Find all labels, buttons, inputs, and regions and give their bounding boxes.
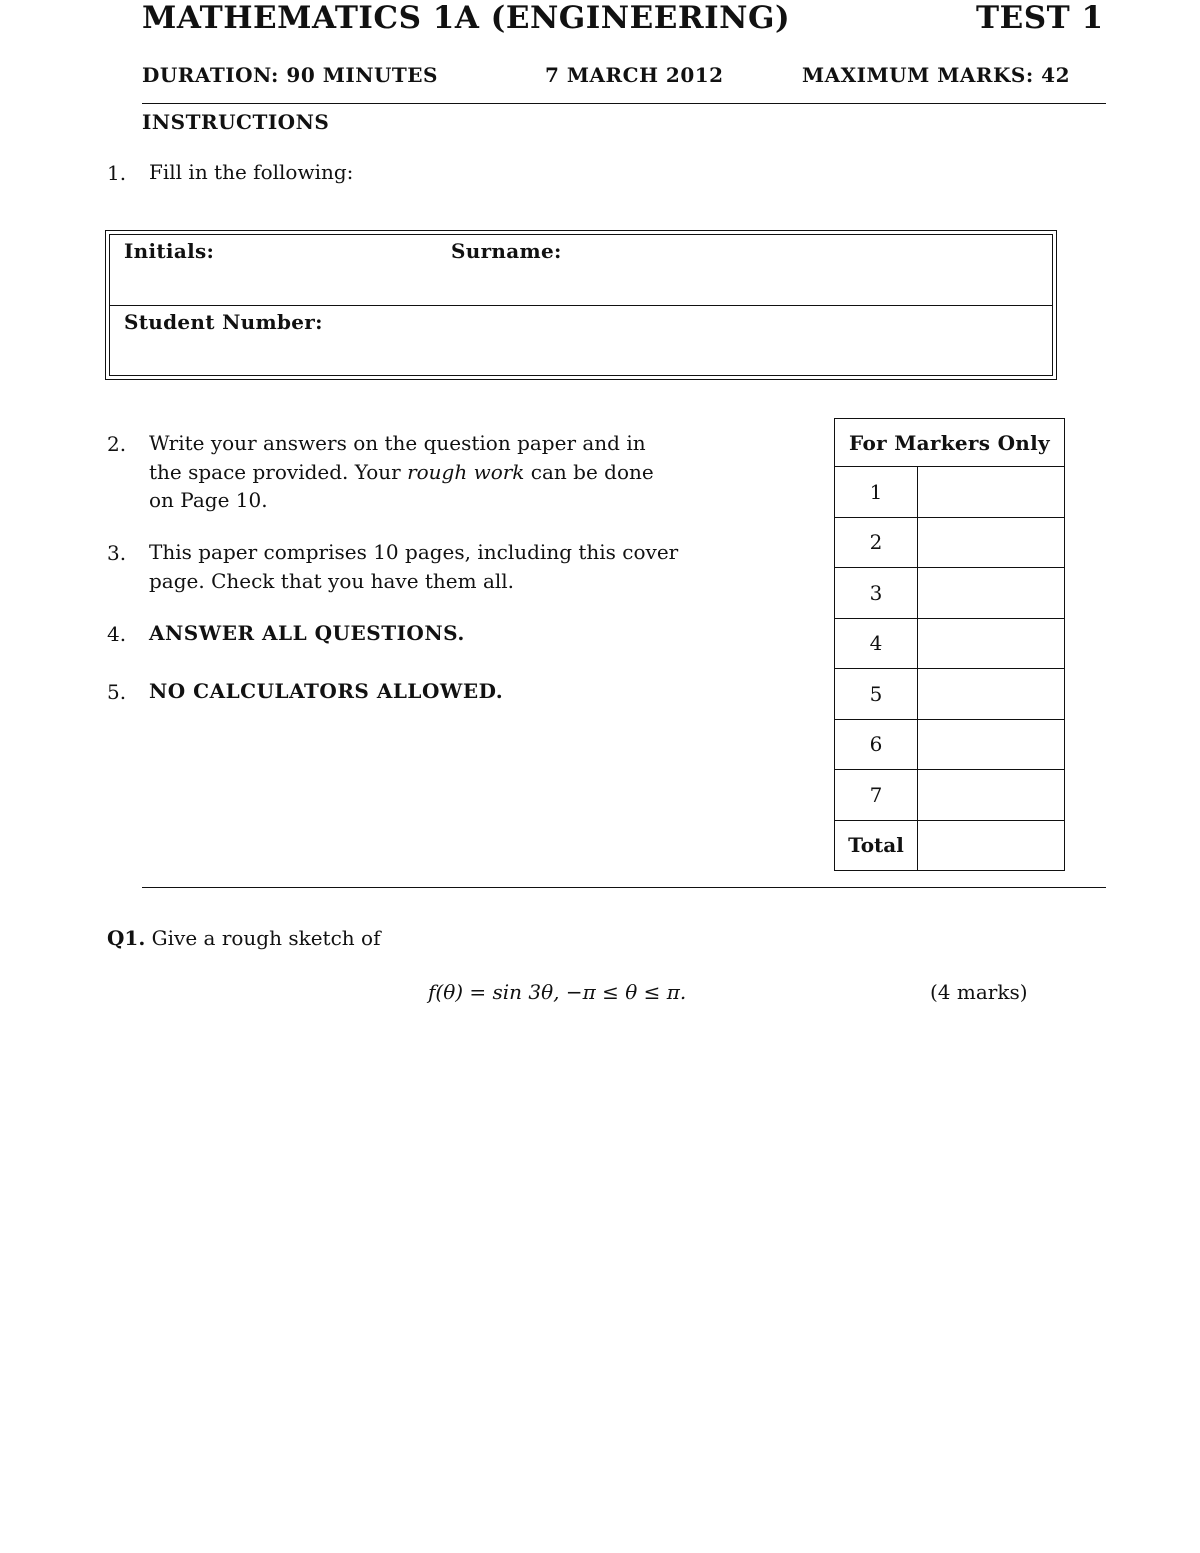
mark-cell [918,568,1065,619]
duration-label: DURATION: 90 MINUTES [142,63,438,87]
instruction-1-text: Fill in the following: [149,160,354,184]
instruction-2-line-2a: the space provided. Your [149,459,408,484]
instruction-3-line-1: This paper comprises 10 pages, including this cover [149,540,679,564]
exam-date: 7 MARCH 2012 [545,63,724,87]
markers-header-row [835,419,1065,467]
test-label: TEST 1 [976,0,1104,36]
initials-label: Initials: [124,239,215,263]
exam-title: MATHEMATICS 1A (ENGINEERING) [142,0,791,36]
instruction-2-text [149,429,659,515]
header-divider [142,103,1106,104]
question-number-cell: 4 [835,618,918,669]
instruction-3-number: 3. [107,541,127,565]
mark-cell [918,467,1065,518]
table-row [835,669,1065,720]
instructions-heading: INSTRUCTIONS [142,110,330,134]
question-number-cell: 1 [835,467,918,518]
total-label-cell: Total [835,820,918,871]
instruction-3-line-2: page. Check that you have them all. [149,568,515,593]
question-number-cell: 5 [835,669,918,720]
mark-cell [918,719,1065,770]
table-row [835,719,1065,770]
question-number-cell: 7 [835,770,918,821]
max-marks-label: MAXIMUM MARKS: 42 [802,63,1070,87]
table-row [835,568,1065,619]
instruction-4-number: 4. [107,622,127,646]
section-divider [142,887,1106,888]
table-row [835,618,1065,669]
instruction-2-line-2 [149,458,659,487]
rough-work-emphasis: rough work [407,459,525,484]
total-mark-cell [918,820,1065,871]
question-1-formula: f(θ) = sin 3θ, −π ≤ θ ≤ π. [428,980,687,1004]
mark-cell [918,517,1065,568]
question-1-label: Q1. [107,926,146,950]
question-1-text: Give a rough sketch of [145,926,381,950]
question-number-cell: 6 [835,719,918,770]
student-number-label: Student Number: [124,310,323,334]
instruction-2-line-3: on Page 10. [149,488,268,512]
instruction-5-number: 5. [107,680,127,704]
instruction-2-line-2b: can be done [524,459,654,484]
instruction-2-line-1: Write your answers on the question paper and in [149,431,646,455]
instruction-3-text [149,538,679,595]
instruction-1-number: 1. [107,161,127,185]
mark-cell [918,669,1065,720]
question-1-marks: (4 marks) [930,980,1028,1004]
markers-heading: For Markers Only [835,419,1065,467]
student-info-box [105,230,1057,380]
markers-table [834,418,1065,871]
mark-cell [918,770,1065,821]
student-info-inner [109,234,1053,376]
table-row [835,770,1065,821]
instruction-2-number: 2. [107,432,127,456]
instruction-5-text: NO CALCULATORS ALLOWED. [149,679,504,703]
student-info-divider [110,305,1052,306]
instruction-4-text: ANSWER ALL QUESTIONS. [149,621,465,645]
surname-label: Surname: [451,239,562,263]
table-row [835,467,1065,518]
mark-cell [918,618,1065,669]
total-row [835,820,1065,871]
question-number-cell: 3 [835,568,918,619]
table-row [835,517,1065,568]
question-number-cell: 2 [835,517,918,568]
question-1 [107,926,380,950]
